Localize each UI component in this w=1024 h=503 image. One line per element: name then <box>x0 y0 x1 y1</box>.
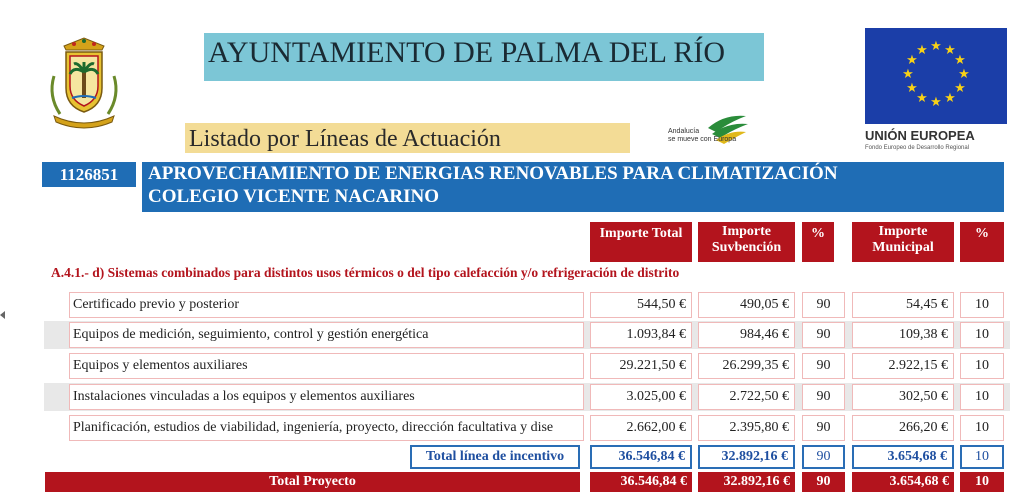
andalucia-text-1: Andalucía <box>668 128 700 135</box>
svg-text:★: ★ <box>944 43 956 58</box>
line-total-label: Total línea de incentivo <box>410 445 580 469</box>
project-total-importe-total: 36.546,84 € <box>590 472 692 492</box>
svg-text:★: ★ <box>954 53 966 68</box>
line-total-importe-municipal: 3.654,68 € <box>852 445 954 469</box>
eu-label: UNIÓN EUROPEA <box>865 128 975 143</box>
column-header-municipal-line-2: Municipal <box>872 240 934 255</box>
column-header-municipal-line-1: Importe <box>878 224 928 239</box>
svg-text:★: ★ <box>902 67 914 82</box>
svg-text:★: ★ <box>916 91 928 106</box>
line-total-pct-subvencion: 90 <box>802 445 845 469</box>
row-pct-municipal: 10 <box>960 322 1004 348</box>
row-description: Equipos de medición, seguimiento, control y gestión energética <box>69 322 584 348</box>
municipal-crest-logo <box>44 36 124 132</box>
row-importe-municipal: 54,45 € <box>852 292 954 318</box>
category-heading: A.4.1.- d) Sistemas combinados para distintos usos térmicos o del tipo calefacción y/o refrigeración de distrito <box>51 265 680 280</box>
project-total-importe-municipal: 3.654,68 € <box>852 472 954 492</box>
row-importe-total: 544,50 € <box>590 292 692 318</box>
svg-text:★: ★ <box>906 53 918 68</box>
line-total-importe-total: 36.546,84 € <box>590 445 692 469</box>
column-header-importe-total: Importe Total <box>590 222 692 262</box>
row-pct-municipal: 10 <box>960 384 1004 410</box>
column-header-pct-municipal: % <box>960 222 1004 262</box>
row-description: Instalaciones vinculadas a los equipos y elementos auxiliares <box>69 384 584 410</box>
svg-text:★: ★ <box>930 95 942 110</box>
row-pct-subvencion: 90 <box>802 384 845 410</box>
column-header-importe-municipal <box>852 222 954 262</box>
row-importe-total: 3.025,00 € <box>590 384 692 410</box>
eu-fund-label: Fondo Europeo de Desarrollo Regional <box>865 145 970 151</box>
row-description: Certificado previo y posterior <box>69 292 584 318</box>
row-importe-subvencion: 26.299,35 € <box>698 353 795 379</box>
row-description: Planificación, estudios de viabilidad, ingeniería, proyecto, dirección facultativa y dise <box>69 415 584 441</box>
row-pct-subvencion: 90 <box>802 322 845 348</box>
project-total-pct-municipal: 10 <box>960 472 1004 492</box>
row-pct-municipal: 10 <box>960 353 1004 379</box>
project-total-importe-subvencion: 32.892,16 € <box>698 472 795 492</box>
andalucia-logo <box>668 112 750 154</box>
row-importe-subvencion: 2.395,80 € <box>698 415 795 441</box>
line-total-importe-subvencion: 32.892,16 € <box>698 445 795 469</box>
row-importe-municipal: 2.922,15 € <box>852 353 954 379</box>
line-total-pct-municipal: 10 <box>960 445 1004 469</box>
svg-text:★: ★ <box>954 81 966 96</box>
column-header-pct-subvencion: % <box>802 222 834 262</box>
row-pct-subvencion: 90 <box>802 415 845 441</box>
row-pct-municipal: 10 <box>960 292 1004 318</box>
svg-text:★: ★ <box>916 43 928 58</box>
row-importe-municipal: 109,38 € <box>852 322 954 348</box>
row-importe-municipal: 302,50 € <box>852 384 954 410</box>
project-name <box>142 162 1004 212</box>
page-title: AYUNTAMIENTO DE PALMA DEL RÍO <box>204 33 764 81</box>
collapse-arrow-icon[interactable] <box>0 311 5 319</box>
project-code: 1126851 <box>42 162 136 187</box>
row-importe-municipal: 266,20 € <box>852 415 954 441</box>
svg-text:★: ★ <box>944 91 956 106</box>
row-importe-total: 1.093,84 € <box>590 322 692 348</box>
svg-text:★: ★ <box>958 67 970 82</box>
andalucia-text-2: se mueve con Europa <box>668 136 737 143</box>
project-total-pct-subvencion: 90 <box>802 472 845 492</box>
page-subtitle: Listado por Líneas de Actuación <box>185 123 630 153</box>
project-name-line-2: COLEGIO VICENTE NACARINO <box>148 186 440 207</box>
svg-text:★: ★ <box>930 39 942 54</box>
row-importe-total: 29.221,50 € <box>590 353 692 379</box>
column-header-subvencion-line-2: Suvbención <box>711 240 782 255</box>
svg-text:★: ★ <box>906 81 918 96</box>
project-total-label: Total Proyecto <box>45 472 580 492</box>
row-importe-subvencion: 490,05 € <box>698 292 795 318</box>
project-name-line-1: APROVECHAMIENTO DE ENERGIAS RENOVABLES PARA CLIMATIZACIÓN <box>148 163 838 184</box>
row-pct-subvencion: 90 <box>802 353 845 379</box>
row-pct-municipal: 10 <box>960 415 1004 441</box>
row-importe-subvencion: 2.722,50 € <box>698 384 795 410</box>
row-description: Equipos y elementos auxiliares <box>69 353 584 379</box>
column-header-importe-subvencion <box>698 222 795 262</box>
row-pct-subvencion: 90 <box>802 292 845 318</box>
eu-flag-logo <box>865 28 1007 124</box>
row-importe-subvencion: 984,46 € <box>698 322 795 348</box>
row-importe-total: 2.662,00 € <box>590 415 692 441</box>
column-header-subvencion-line-1: Importe <box>722 224 771 239</box>
